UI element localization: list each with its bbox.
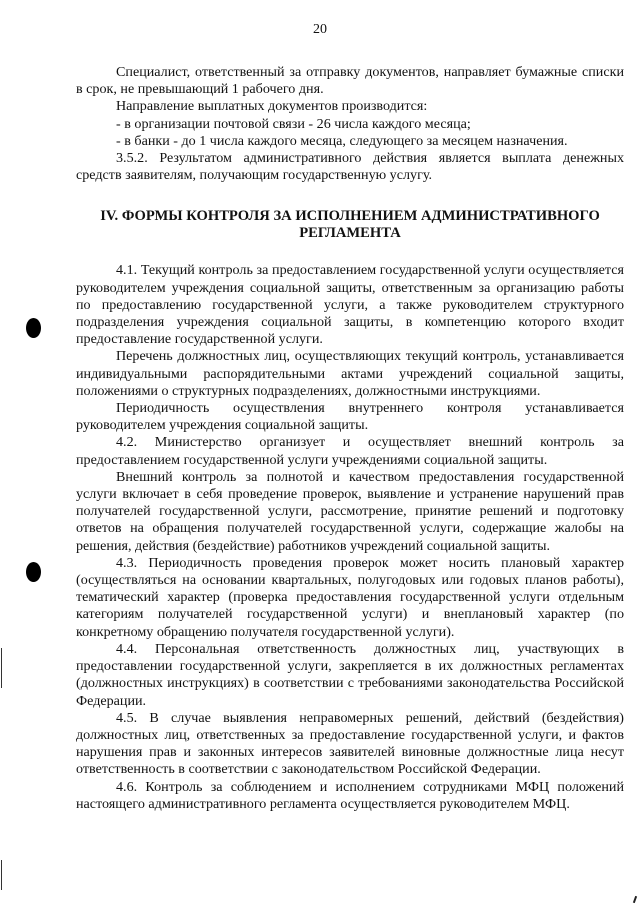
binder-hole-mark bbox=[26, 318, 41, 338]
paragraph: Направление выплатных документов производится: bbox=[116, 98, 428, 115]
scan-edge-mark bbox=[1, 648, 2, 688]
list-item: - в организации почтовой связи - 26 числа каждого месяца; bbox=[116, 115, 471, 132]
page-number: 20 bbox=[313, 22, 327, 37]
paragraph: 4.2. Министерство организует и осуществляет внешний контроль за предоставлением государственной услуги учреждениями социальной защиты. bbox=[76, 434, 624, 468]
scan-edge-mark bbox=[1, 860, 2, 890]
scan-corner-mark bbox=[633, 896, 637, 903]
paragraph: 4.4. Персональная ответственность должностных лиц, участвующих в предоставлении государственной услуги, закрепляется в их должностных регламентах (должностных инструкциях) в соответствии с требованиями законодательства Российской Федерации. bbox=[76, 640, 624, 709]
paragraph: 4.3. Периодичность проведения проверок может носить плановый характер (осуществляться на основании квартальных, полугодовых или годовых планов работы), тематический характер (проверка предоставления государственной услуги отдельным категориям получателей государственной услуги) и внеплановый характер (по конкретному обращению получателя государственной услуги). bbox=[76, 554, 624, 640]
document-body bbox=[76, 64, 624, 813]
paragraph: Перечень должностных лиц, осуществляющих текущий контроль, устанавливается индивидуальными распорядительными актами учреждений социальной защиты, положениями о структурных подразделениях, должностными инструкциями. bbox=[76, 348, 624, 399]
paragraph: Специалист, ответственный за отправку документов, направляет бумажные списки в срок, не превышающий 1 рабочего дня. bbox=[76, 64, 624, 98]
paragraph: 4.5. В случае выявления неправомерных решений, действий (бездействия) должностных лиц, ответственных за предоставление государственной услуги, и фактов нарушения прав и законных интересов заявителей виновные должностные лица несут ответственность в соответствии с законодательством Российской Федерации. bbox=[76, 709, 624, 778]
paragraph: 3.5.2. Результатом административного действия является выплата денежных средств заявителям, получающим государственную услугу. bbox=[76, 150, 624, 184]
paragraph: Периодичность осуществления внутреннего контроля устанавливается руководителем учреждения социальной защиты. bbox=[76, 400, 624, 434]
list-item: - в банки - до 1 числа каждого месяца, следующего за месяцем назначения. bbox=[116, 132, 568, 149]
paragraph: Внешний контроль за полнотой и качеством предоставления государственной услуги включает в себя проведение проверок, выявление и устранение нарушений прав получателей государственной услуги, рассмотрение, принятие решений и подготовку ответов на обращения получателей государственной услуги, содержащие жалобы на решения, действия (бездействие) работников учреждений социальной защиты. bbox=[76, 468, 624, 554]
section-heading: IV. ФОРМЫ КОНТРОЛЯ ЗА ИСПОЛНЕНИЕМ АДМИНИСТРАТИВНОГО РЕГЛАМЕНТА bbox=[100, 208, 600, 242]
binder-hole-mark bbox=[26, 562, 41, 582]
paragraph: 4.1. Текущий контроль за предоставлением государственной услуги осуществляется руководителем учреждения социальной защиты, ответственным за организацию работы по предоставлению государственной услуги, а также руководителем структурного подразделения учреждения социальной защиты, в компетенцию которого входит предоставление государственной услуги. bbox=[76, 262, 624, 348]
paragraph: 4.6. Контроль за соблюдением и исполнением сотрудниками МФЦ положений настоящего административного регламента осуществляется руководителем МФЦ. bbox=[76, 778, 624, 812]
